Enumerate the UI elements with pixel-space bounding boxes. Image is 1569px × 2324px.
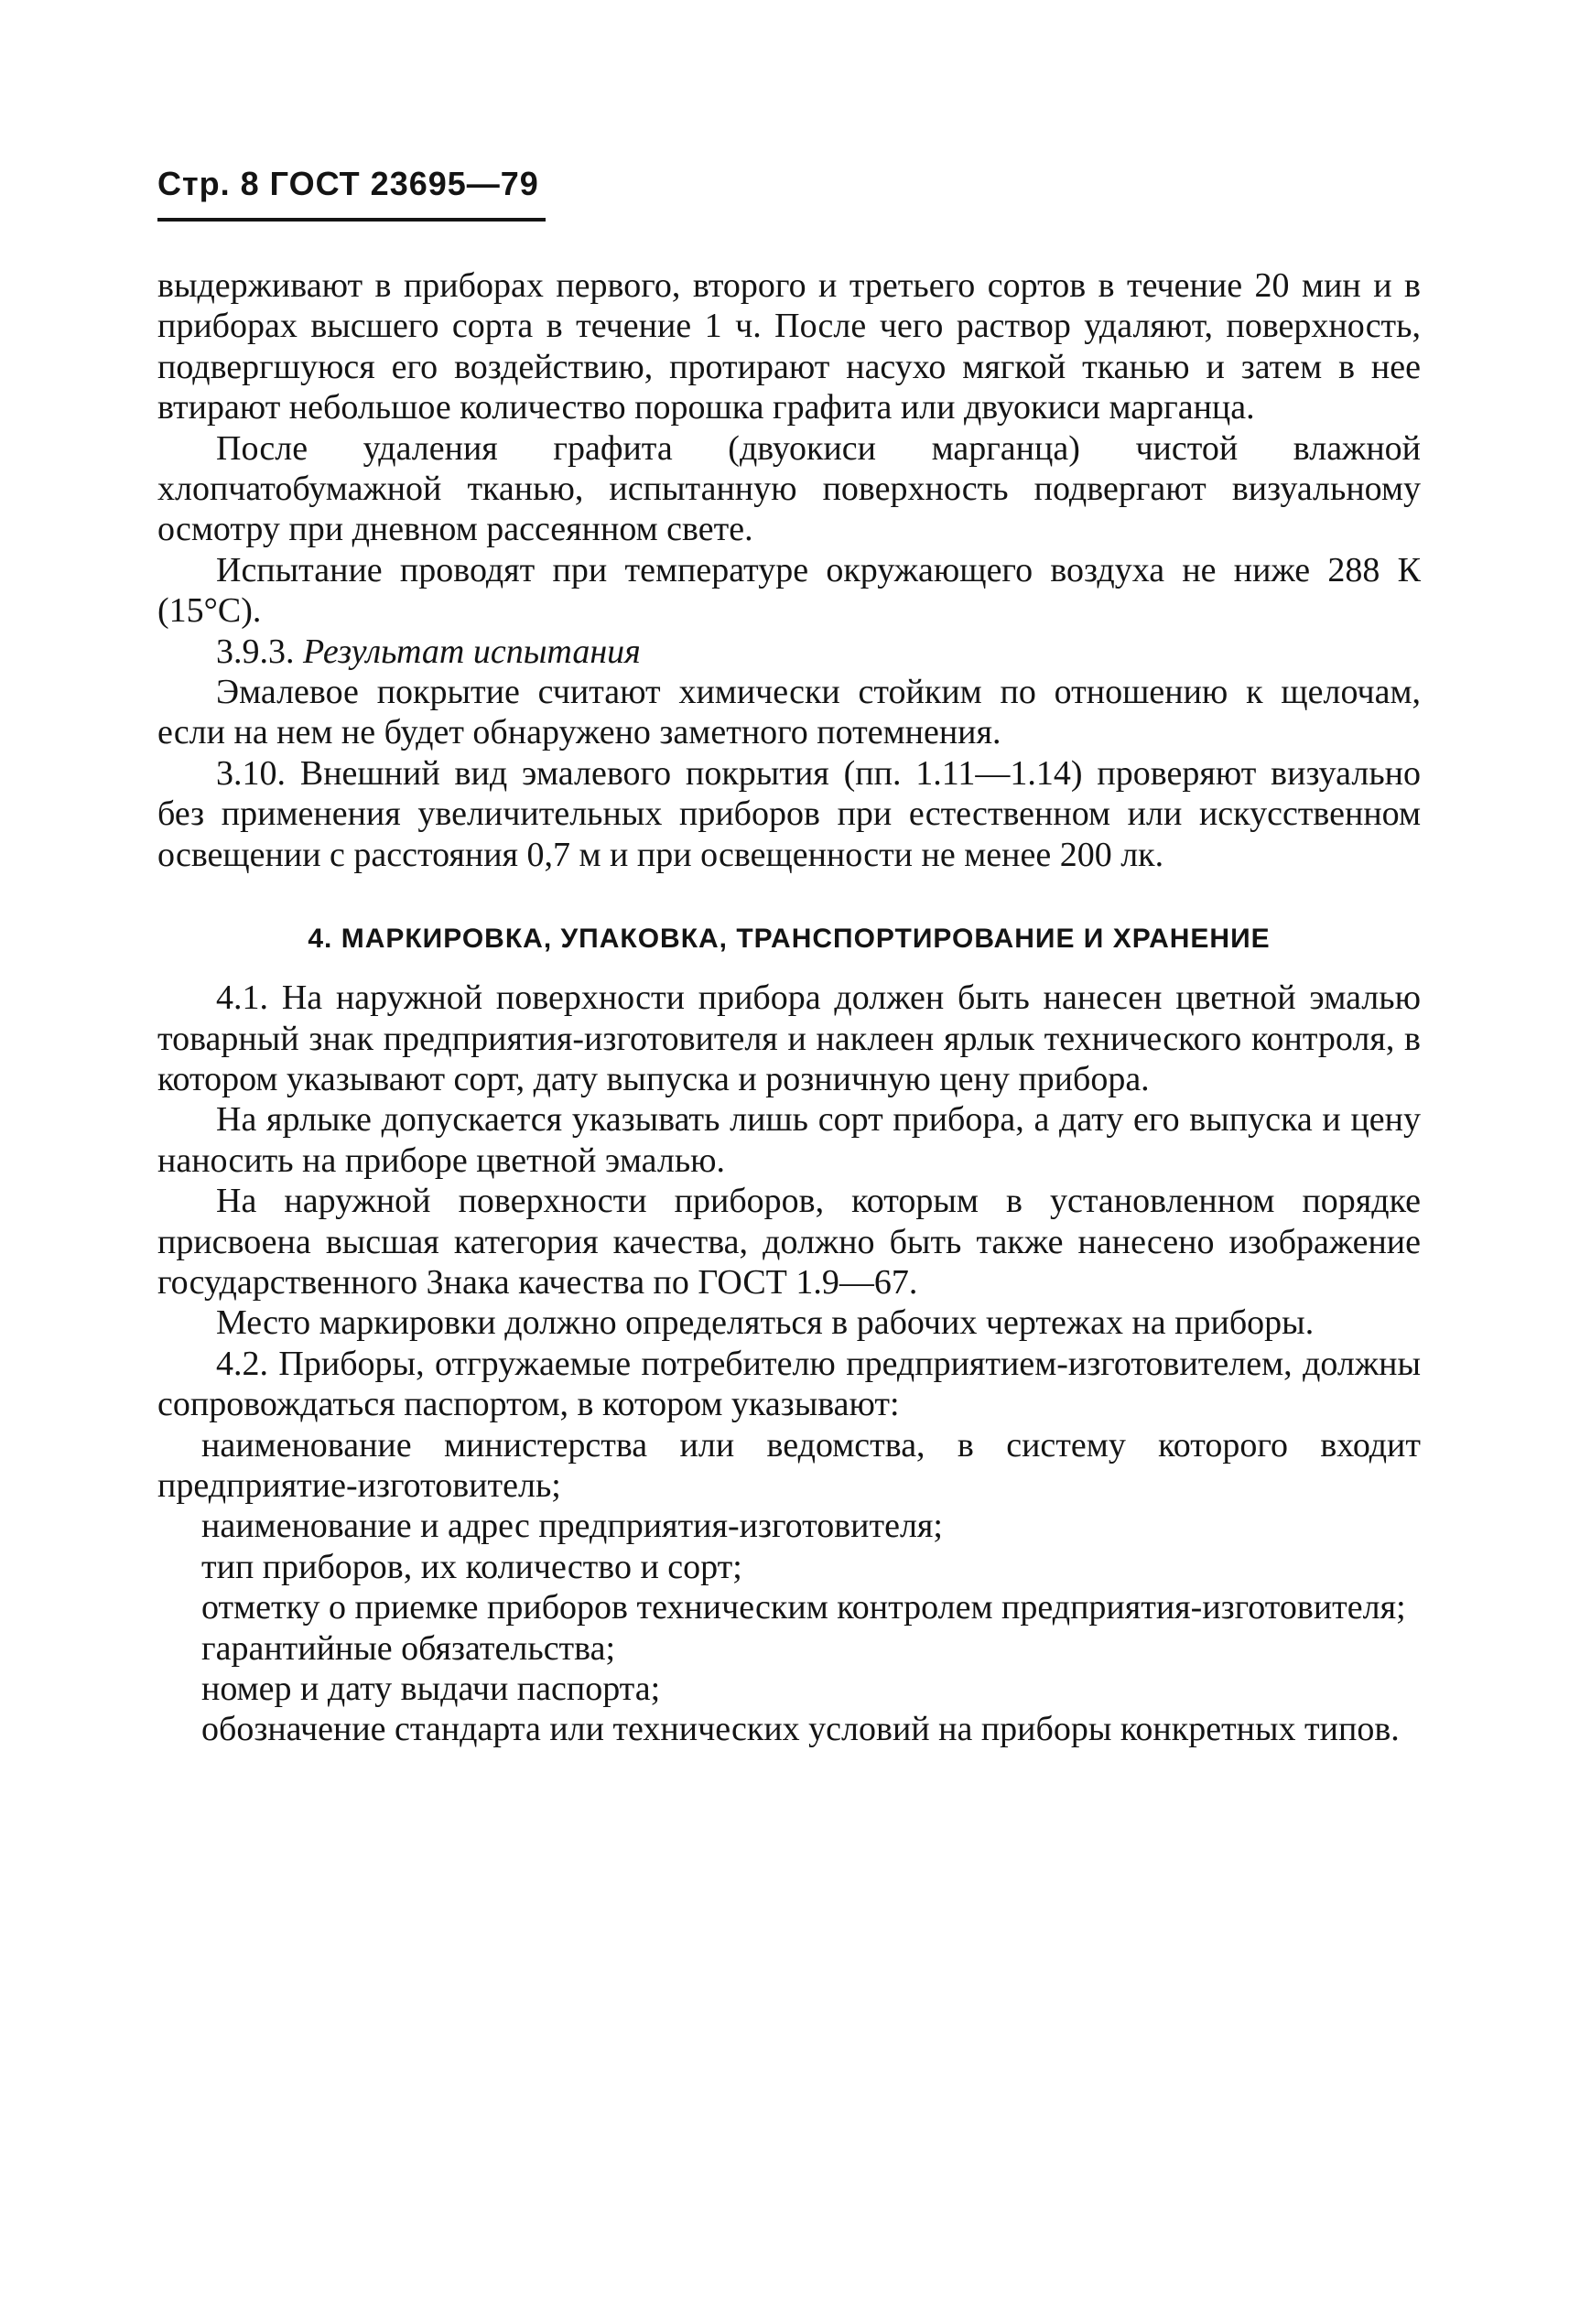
paragraph: Испытание проводят при температуре окружающего воздуха не ниже 288 К (15°С).	[157, 550, 1421, 631]
paragraph: На ярлыке допускается указывать лишь сорт прибора, а дату его выпуска и цену наносить на приборе цветной эмалью.	[157, 1100, 1421, 1180]
paragraph: Место маркировки должно определяться в рабочих чертежах на приборы.	[216, 1303, 1315, 1343]
page-header: Стр. 8 ГОСТ 23695—79	[157, 165, 539, 202]
paragraph-continued: выдерживают в приборах первого, второго и третьего сортов в течение 20 мин и в приборах высшего сорта в течение 1 ч. После чего раствор удаляют, поверхность, подвергшуюся его воздействию, протирают насухо мягкой тканью и затем в нее втирают небольшое количество порошка графита или двуокиси марганца.	[157, 266, 1421, 427]
paragraph: Эмалевое покрытие считают химически стойким по отношению к щелочам, если на нем не будет обнаружено заметного потемнения.	[157, 673, 1421, 752]
subsection-title: Результат испытания	[303, 632, 641, 671]
list-item: гарантийные обязательства;	[201, 1628, 616, 1668]
list-item: наименование министерства или ведомства, в систему которого входит предприятие-изготовитель;	[157, 1425, 1421, 1505]
paragraph: После удаления графита (двуокиси марганца) чистой влажной хлопчатобумажной тканью, испытанную поверхность подвергают визуальному осмотру при дневном рассеянном свете.	[157, 428, 1421, 549]
subsection-number: 3.9.3.	[216, 632, 295, 671]
list-item: отметку о приемке приборов техническим контролем предприятия-изготовителя;	[201, 1588, 1406, 1627]
list-item: наименование и адрес предприятия-изготовителя;	[201, 1507, 943, 1546]
paragraph: 4.1. На наружной поверхности прибора должен быть нанесен цветной эмалью товарный знак предприятия-изготовителя и наклеен ярлык технического контроля, в котором указывают сорт, дату выпуска и розничную цену прибора.	[157, 978, 1421, 1098]
subsection-heading	[157, 632, 1421, 672]
document-body	[157, 265, 1421, 1750]
list-item: обозначение стандарта или технических условий на приборы конкретных типов.	[201, 1710, 1400, 1749]
section-title: 4. МАРКИРОВКА, УПАКОВКА, ТРАНСПОРТИРОВАНИЕ И ХРАНЕНИЕ	[308, 924, 1271, 955]
header-rule	[157, 218, 546, 222]
paragraph: 3.10. Внешний вид эмалевого покрытия (пп. 1.11—1.14) проверяют визуально без применения увеличительных приборов при естественном или искусственном освещении с расстояния 0,7 м и при освещенности не менее 200 лк.	[157, 753, 1421, 874]
paragraph: 4.2. Приборы, отгружаемые потребителю предприятием-изготовителем, должны сопровождаться паспортом, в котором указывают:	[157, 1344, 1421, 1424]
list-item: номер и дату выдачи паспорта;	[201, 1670, 661, 1708]
paragraph: На наружной поверхности приборов, которым в установленном порядке присвоена высшая категория качества, должно быть также нанесено изображение государственного Знака качества по ГОСТ 1.9—67.	[157, 1182, 1421, 1302]
list-item: тип приборов, их количество и сорт;	[201, 1547, 742, 1586]
